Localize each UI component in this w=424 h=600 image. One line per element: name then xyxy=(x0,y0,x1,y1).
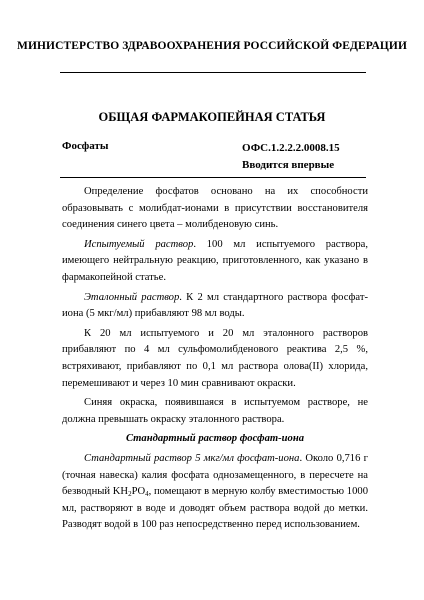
meta-divider xyxy=(60,177,366,178)
test-solution-text: . 100 мл испытуемого раствора, имеющего нейтральную реакцию, приготовленного, как указано в фармакопейной статье. xyxy=(62,238,368,283)
reference-solution-label: Эталонный раствор xyxy=(84,291,180,303)
paragraph-procedure: К 20 мл испытуемого и 20 мл эталонного растворов прибавляют по 4 мл сульфомолибденового реактива 2,5 %, встряхивают, прибавляют по 0,1 мл раствора олова(II) хлорида, перемешивают и через 10 мин сравнивают окраски. xyxy=(62,327,368,389)
article-code: ОФС.1.2.2.2.0008.15 xyxy=(242,142,340,154)
article-status: Вводится впервые xyxy=(242,159,335,171)
subheading-standard-solution: Стандартный раствор фосфат-иона xyxy=(125,433,305,445)
header-divider xyxy=(60,72,366,73)
article-body xyxy=(62,184,368,537)
reference-solution-text: . К 2 мл стандартного раствора фосфат-иона (5 мкг/мл) прибавляют 98 мл воды. xyxy=(62,291,368,320)
formula-subscript-4: 4 xyxy=(145,490,149,499)
paragraph-criterion: Синяя окраска, появившаяся в испытуемом растворе, не должна превышать окраску эталонного раствора. xyxy=(62,397,368,425)
formula-po: PO xyxy=(131,486,146,498)
formula-subscript-2: 2 xyxy=(128,490,132,499)
article-meta xyxy=(242,140,340,174)
test-solution-label: Испытуемый раствор xyxy=(84,238,194,250)
standard-solution-text-b: , помещают в мерную колбу вместимостью 1000 мл, растворяют в воде и доводят объем раствора водой до метки. Разводят водой в 100 раз непосредственно перед использованием. xyxy=(62,486,368,531)
standard-solution-label: Стандартный раствор 5 мкг/мл фосфат-иона xyxy=(84,452,300,464)
article-title: ОБЩАЯ ФАРМАКОПЕЙНАЯ СТАТЬЯ xyxy=(98,110,326,124)
paragraph-test-solution xyxy=(62,237,368,287)
standard-solution-text-a: . Около 0,716 г (точная навеска) калия фосфата однозамещенного, в пересчете на безводный KH xyxy=(62,452,368,498)
paragraph-standard-solution xyxy=(62,451,368,534)
ministry-header: МИНИСТЕРСТВО ЗДРАВООХРАНЕНИЯ РОССИЙСКОЙ ФЕДЕРАЦИИ xyxy=(16,40,407,52)
paragraph-principle: Определение фосфатов основано на их способности образовывать с молибдат-ионами в присутствии восстановителя соединения синего цвета – молибденовую синь. xyxy=(62,186,368,231)
paragraph-reference-solution xyxy=(62,290,368,323)
article-name: Фосфаты xyxy=(62,140,109,152)
